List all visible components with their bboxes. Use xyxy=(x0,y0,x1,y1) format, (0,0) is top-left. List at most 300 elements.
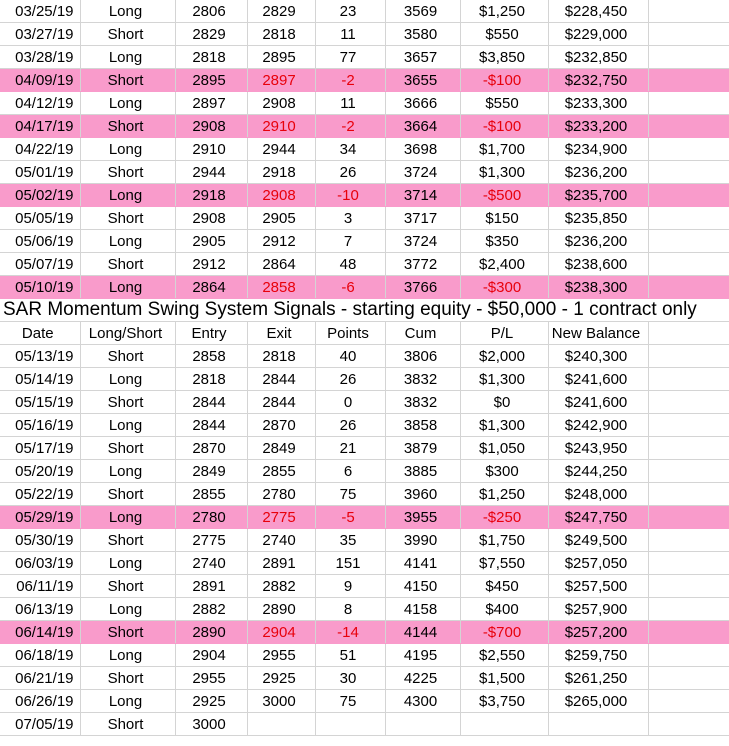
cell-cum[interactable]: 3724 xyxy=(385,230,460,253)
cell-side[interactable]: Long xyxy=(80,552,175,575)
cell-exit[interactable]: 2944 xyxy=(247,138,315,161)
cell-points[interactable]: 40 xyxy=(315,345,385,368)
header-entry[interactable]: Entry xyxy=(175,322,247,345)
cell-date[interactable]: 06/03/19 xyxy=(0,552,80,575)
cell-entry[interactable]: 2870 xyxy=(175,437,247,460)
cell-pl[interactable]: $1,300 xyxy=(460,368,548,391)
cell-date[interactable]: 05/22/19 xyxy=(0,483,80,506)
cell-cum[interactable]: 3655 xyxy=(385,69,460,92)
cell-pl[interactable]: $3,750 xyxy=(460,690,548,713)
cell-date[interactable]: 05/10/19 xyxy=(0,276,80,299)
cell-side[interactable]: Long xyxy=(80,690,175,713)
cell-exit[interactable]: 2955 xyxy=(247,644,315,667)
cell-pl[interactable]: $1,750 xyxy=(460,529,548,552)
cell-date[interactable]: 06/18/19 xyxy=(0,644,80,667)
cell-exit[interactable]: 2740 xyxy=(247,529,315,552)
header-cum[interactable]: Cum xyxy=(385,322,460,345)
cell-date[interactable]: 05/07/19 xyxy=(0,253,80,276)
cell-cum[interactable]: 3666 xyxy=(385,92,460,115)
table-row xyxy=(0,575,729,598)
cell-balance[interactable]: $236,200 xyxy=(548,230,648,253)
cell-cum[interactable]: 3717 xyxy=(385,207,460,230)
cell-balance[interactable]: $236,200 xyxy=(548,161,648,184)
empty-cell[interactable] xyxy=(648,575,729,598)
cell-date[interactable]: 04/22/19 xyxy=(0,138,80,161)
cell-entry[interactable]: 2855 xyxy=(175,483,247,506)
empty-cell[interactable] xyxy=(648,115,729,138)
empty-cell[interactable] xyxy=(648,552,729,575)
cell-entry[interactable]: 2849 xyxy=(175,460,247,483)
cell-exit[interactable]: 2910 xyxy=(247,115,315,138)
empty-cell[interactable] xyxy=(648,322,729,345)
cell-exit[interactable]: 2908 xyxy=(247,184,315,207)
cell-date[interactable]: 05/29/19 xyxy=(0,506,80,529)
cell-pl[interactable]: $3,850 xyxy=(460,46,548,69)
cell-cum[interactable]: 3832 xyxy=(385,391,460,414)
cell-side[interactable]: Short xyxy=(80,23,175,46)
table-row xyxy=(0,414,729,437)
cell-cum[interactable]: 4225 xyxy=(385,667,460,690)
cell-balance[interactable]: $265,000 xyxy=(548,690,648,713)
cell-date[interactable]: 05/16/19 xyxy=(0,414,80,437)
cell-points[interactable]: 11 xyxy=(315,23,385,46)
cell-date[interactable]: 03/27/19 xyxy=(0,23,80,46)
cell-exit[interactable]: 2925 xyxy=(247,667,315,690)
empty-cell[interactable] xyxy=(648,437,729,460)
table-row xyxy=(0,460,729,483)
cell-side[interactable]: Long xyxy=(80,368,175,391)
cell-pl[interactable]: $7,550 xyxy=(460,552,548,575)
cell-entry[interactable]: 2891 xyxy=(175,575,247,598)
cell-entry[interactable]: 2897 xyxy=(175,92,247,115)
table-row xyxy=(0,23,729,46)
empty-cell[interactable] xyxy=(648,0,729,23)
cell-points[interactable]: 8 xyxy=(315,598,385,621)
cell-cum[interactable]: 3806 xyxy=(385,345,460,368)
header-side[interactable]: Long/Short xyxy=(80,322,175,345)
cell-entry[interactable]: 2910 xyxy=(175,138,247,161)
table-row xyxy=(0,92,729,115)
cell-date[interactable]: 03/25/19 xyxy=(0,0,80,23)
cell-side[interactable]: Short xyxy=(80,207,175,230)
cell-date[interactable]: 04/09/19 xyxy=(0,69,80,92)
cell-cum[interactable]: 3580 xyxy=(385,23,460,46)
cell-balance[interactable]: $259,750 xyxy=(548,644,648,667)
cell-pl[interactable]: -$700 xyxy=(460,621,548,644)
cell-entry[interactable]: 2944 xyxy=(175,161,247,184)
cell-balance[interactable]: $229,000 xyxy=(548,23,648,46)
cell-entry[interactable]: 2905 xyxy=(175,230,247,253)
cell-entry[interactable]: 2912 xyxy=(175,253,247,276)
cell-entry[interactable]: 2904 xyxy=(175,644,247,667)
cell-pl[interactable]: $400 xyxy=(460,598,548,621)
cell-date[interactable]: 05/06/19 xyxy=(0,230,80,253)
cell-cum[interactable]: 3885 xyxy=(385,460,460,483)
cell-cum[interactable]: 3858 xyxy=(385,414,460,437)
cell-points[interactable]: 6 xyxy=(315,460,385,483)
table-row xyxy=(0,368,729,391)
cell-date[interactable]: 06/21/19 xyxy=(0,667,80,690)
empty-cell[interactable] xyxy=(648,713,729,736)
cell-balance[interactable]: $232,750 xyxy=(548,69,648,92)
cell-balance[interactable]: $244,250 xyxy=(548,460,648,483)
cell-exit[interactable]: 2908 xyxy=(247,92,315,115)
cell-pl[interactable]: $0 xyxy=(460,391,548,414)
cell-exit[interactable]: 2849 xyxy=(247,437,315,460)
cell-entry[interactable]: 2908 xyxy=(175,207,247,230)
cell-balance[interactable]: $241,600 xyxy=(548,368,648,391)
cell-exit[interactable]: 2882 xyxy=(247,575,315,598)
cell-date[interactable]: 05/30/19 xyxy=(0,529,80,552)
cell-balance[interactable]: $257,900 xyxy=(548,598,648,621)
cell-balance[interactable]: $238,600 xyxy=(548,253,648,276)
cell-entry[interactable]: 2864 xyxy=(175,276,247,299)
cell-exit[interactable]: 2780 xyxy=(247,483,315,506)
cell-exit[interactable]: 2912 xyxy=(247,230,315,253)
cell-pl[interactable] xyxy=(460,713,548,736)
empty-cell[interactable] xyxy=(648,138,729,161)
cell-pl[interactable]: $350 xyxy=(460,230,548,253)
cell-date[interactable]: 07/05/19 xyxy=(0,713,80,736)
cell-side[interactable]: Long xyxy=(80,0,175,23)
cell-side[interactable]: Short xyxy=(80,667,175,690)
cell-points[interactable]: 21 xyxy=(315,437,385,460)
empty-cell[interactable] xyxy=(648,414,729,437)
cell-points[interactable]: 26 xyxy=(315,414,385,437)
cell-points[interactable]: 77 xyxy=(315,46,385,69)
cell-pl[interactable]: $1,300 xyxy=(460,414,548,437)
cell-entry[interactable]: 2818 xyxy=(175,46,247,69)
cell-side[interactable]: Long xyxy=(80,46,175,69)
cell-entry[interactable]: 3000 xyxy=(175,713,247,736)
cell-side[interactable]: Short xyxy=(80,69,175,92)
cell-side[interactable]: Long xyxy=(80,414,175,437)
cell-balance[interactable]: $232,850 xyxy=(548,46,648,69)
cell-entry[interactable]: 2844 xyxy=(175,391,247,414)
cell-side[interactable]: Short xyxy=(80,345,175,368)
cell-points[interactable]: 11 xyxy=(315,92,385,115)
cell-points[interactable]: -6 xyxy=(315,276,385,299)
cell-points[interactable]: -10 xyxy=(315,184,385,207)
empty-cell[interactable] xyxy=(648,23,729,46)
cell-entry[interactable]: 2775 xyxy=(175,529,247,552)
empty-cell[interactable] xyxy=(648,529,729,552)
cell-exit[interactable]: 2891 xyxy=(247,552,315,575)
table-row xyxy=(0,115,729,138)
cell-entry[interactable]: 2890 xyxy=(175,621,247,644)
cell-date[interactable]: 05/15/19 xyxy=(0,391,80,414)
cell-pl[interactable]: $2,400 xyxy=(460,253,548,276)
cell-balance[interactable]: $257,200 xyxy=(548,621,648,644)
cell-exit[interactable]: 2818 xyxy=(247,23,315,46)
header-balance[interactable]: New Balance xyxy=(548,322,648,345)
cell-cum[interactable]: 3766 xyxy=(385,276,460,299)
cell-date[interactable]: 05/13/19 xyxy=(0,345,80,368)
cell-side[interactable]: Long xyxy=(80,138,175,161)
empty-cell[interactable] xyxy=(648,46,729,69)
cell-balance[interactable] xyxy=(548,713,648,736)
cell-points[interactable]: 151 xyxy=(315,552,385,575)
cell-points[interactable]: 34 xyxy=(315,138,385,161)
cell-pl[interactable]: $2,550 xyxy=(460,644,548,667)
cell-balance[interactable]: $238,300 xyxy=(548,276,648,299)
table-row xyxy=(0,207,729,230)
cell-side[interactable]: Long xyxy=(80,460,175,483)
cell-entry[interactable]: 2829 xyxy=(175,23,247,46)
cell-cum[interactable]: 4141 xyxy=(385,552,460,575)
cell-points[interactable] xyxy=(315,713,385,736)
cell-exit[interactable]: 2864 xyxy=(247,253,315,276)
cell-balance[interactable]: $235,700 xyxy=(548,184,648,207)
cell-pl[interactable]: -$300 xyxy=(460,276,548,299)
empty-cell[interactable] xyxy=(648,598,729,621)
cell-points[interactable]: 35 xyxy=(315,529,385,552)
cell-points[interactable]: 48 xyxy=(315,253,385,276)
cell-entry[interactable]: 2844 xyxy=(175,414,247,437)
cell-entry[interactable]: 2955 xyxy=(175,667,247,690)
cell-pl[interactable]: $300 xyxy=(460,460,548,483)
cell-date[interactable]: 03/28/19 xyxy=(0,46,80,69)
cell-date[interactable]: 06/14/19 xyxy=(0,621,80,644)
table-row xyxy=(0,253,729,276)
cell-balance[interactable]: $247,750 xyxy=(548,506,648,529)
cell-cum[interactable]: 3832 xyxy=(385,368,460,391)
cell-entry[interactable]: 2895 xyxy=(175,69,247,92)
cell-balance[interactable]: $261,250 xyxy=(548,667,648,690)
cell-points[interactable]: 9 xyxy=(315,575,385,598)
cell-pl[interactable]: $1,300 xyxy=(460,161,548,184)
cell-points[interactable]: -14 xyxy=(315,621,385,644)
cell-date[interactable]: 05/17/19 xyxy=(0,437,80,460)
table-row xyxy=(0,483,729,506)
section-title[interactable]: SAR Momentum Swing System Signals - starting equity - $50,000 - 1 contract only xyxy=(0,299,729,322)
cell-cum[interactable]: 3955 xyxy=(385,506,460,529)
empty-cell[interactable] xyxy=(648,644,729,667)
cell-side[interactable]: Short xyxy=(80,575,175,598)
cell-date[interactable]: 04/17/19 xyxy=(0,115,80,138)
cell-balance[interactable]: $233,300 xyxy=(548,92,648,115)
empty-cell[interactable] xyxy=(648,207,729,230)
cell-exit[interactable]: 2905 xyxy=(247,207,315,230)
cell-date[interactable]: 05/01/19 xyxy=(0,161,80,184)
cell-pl[interactable]: $1,050 xyxy=(460,437,548,460)
cell-cum[interactable]: 4195 xyxy=(385,644,460,667)
cell-entry[interactable]: 2908 xyxy=(175,115,247,138)
cell-balance[interactable]: $249,500 xyxy=(548,529,648,552)
empty-cell[interactable] xyxy=(648,92,729,115)
cell-pl[interactable]: $550 xyxy=(460,23,548,46)
cell-date[interactable]: 06/13/19 xyxy=(0,598,80,621)
cell-balance[interactable]: $234,900 xyxy=(548,138,648,161)
trades-before-body xyxy=(0,0,729,299)
cell-side[interactable]: Long xyxy=(80,184,175,207)
cell-side[interactable]: Short xyxy=(80,529,175,552)
table-row xyxy=(0,437,729,460)
cell-balance[interactable]: $243,950 xyxy=(548,437,648,460)
cell-cum[interactable]: 3990 xyxy=(385,529,460,552)
cell-pl[interactable]: $450 xyxy=(460,575,548,598)
empty-cell[interactable] xyxy=(648,230,729,253)
cell-balance[interactable]: $257,050 xyxy=(548,552,648,575)
cell-entry[interactable]: 2882 xyxy=(175,598,247,621)
cell-cum[interactable]: 3657 xyxy=(385,46,460,69)
empty-cell[interactable] xyxy=(648,161,729,184)
cell-balance[interactable]: $257,500 xyxy=(548,575,648,598)
cell-entry[interactable]: 2858 xyxy=(175,345,247,368)
cell-side[interactable]: Short xyxy=(80,391,175,414)
cell-side[interactable]: Short xyxy=(80,437,175,460)
cell-exit[interactable]: 2844 xyxy=(247,368,315,391)
cell-exit[interactable]: 2895 xyxy=(247,46,315,69)
cell-side[interactable]: Long xyxy=(80,230,175,253)
cell-exit[interactable]: 2818 xyxy=(247,345,315,368)
empty-cell[interactable] xyxy=(648,621,729,644)
cell-side[interactable]: Short xyxy=(80,483,175,506)
cell-points[interactable]: 75 xyxy=(315,483,385,506)
cell-side[interactable]: Short xyxy=(80,713,175,736)
cell-entry[interactable]: 2925 xyxy=(175,690,247,713)
cell-entry[interactable]: 2818 xyxy=(175,368,247,391)
cell-date[interactable]: 06/26/19 xyxy=(0,690,80,713)
header-exit[interactable]: Exit xyxy=(247,322,315,345)
empty-cell[interactable] xyxy=(648,184,729,207)
cell-date[interactable]: 05/05/19 xyxy=(0,207,80,230)
table-row xyxy=(0,184,729,207)
cell-points[interactable]: 51 xyxy=(315,644,385,667)
cell-cum[interactable]: 3664 xyxy=(385,115,460,138)
cell-pl[interactable]: $1,250 xyxy=(460,483,548,506)
empty-cell[interactable] xyxy=(648,276,729,299)
empty-cell[interactable] xyxy=(648,345,729,368)
header-pl[interactable]: P/L xyxy=(460,322,548,345)
cell-cum[interactable]: 4300 xyxy=(385,690,460,713)
cell-balance[interactable]: $228,450 xyxy=(548,0,648,23)
empty-cell[interactable] xyxy=(648,483,729,506)
cell-cum[interactable]: 3960 xyxy=(385,483,460,506)
empty-cell[interactable] xyxy=(648,69,729,92)
table-row xyxy=(0,552,729,575)
cell-cum[interactable]: 4158 xyxy=(385,598,460,621)
cell-side[interactable]: Short xyxy=(80,621,175,644)
cell-pl[interactable]: -$500 xyxy=(460,184,548,207)
header-points[interactable]: Points xyxy=(315,322,385,345)
cell-pl[interactable]: $550 xyxy=(460,92,548,115)
table-row xyxy=(0,506,729,529)
cell-cum[interactable]: 4144 xyxy=(385,621,460,644)
cell-exit[interactable] xyxy=(247,713,315,736)
cell-date[interactable]: 05/14/19 xyxy=(0,368,80,391)
cell-points[interactable]: 0 xyxy=(315,391,385,414)
cell-pl[interactable]: -$250 xyxy=(460,506,548,529)
cell-points[interactable]: 7 xyxy=(315,230,385,253)
cell-exit[interactable]: 3000 xyxy=(247,690,315,713)
cell-cum[interactable]: 3724 xyxy=(385,161,460,184)
cell-pl[interactable]: $1,500 xyxy=(460,667,548,690)
cell-balance[interactable]: $248,000 xyxy=(548,483,648,506)
cell-exit[interactable]: 2870 xyxy=(247,414,315,437)
cell-balance[interactable]: $233,200 xyxy=(548,115,648,138)
trades-after-body xyxy=(0,345,729,736)
cell-entry[interactable]: 2806 xyxy=(175,0,247,23)
empty-cell[interactable] xyxy=(648,667,729,690)
cell-pl[interactable]: -$100 xyxy=(460,69,548,92)
cell-balance[interactable]: $240,300 xyxy=(548,345,648,368)
cell-entry[interactable]: 2780 xyxy=(175,506,247,529)
cell-cum[interactable]: 4150 xyxy=(385,575,460,598)
cell-side[interactable]: Long xyxy=(80,506,175,529)
cell-exit[interactable]: 2918 xyxy=(247,161,315,184)
cell-entry[interactable]: 2740 xyxy=(175,552,247,575)
cell-cum[interactable]: 3698 xyxy=(385,138,460,161)
cell-exit[interactable]: 2829 xyxy=(247,0,315,23)
table-row xyxy=(0,621,729,644)
empty-cell[interactable] xyxy=(648,460,729,483)
cell-points[interactable]: 30 xyxy=(315,667,385,690)
cell-cum[interactable]: 3879 xyxy=(385,437,460,460)
cell-cum[interactable]: 3714 xyxy=(385,184,460,207)
cell-side[interactable]: Long xyxy=(80,598,175,621)
cell-points[interactable]: 26 xyxy=(315,368,385,391)
cell-pl[interactable]: $1,700 xyxy=(460,138,548,161)
cell-side[interactable]: Short xyxy=(80,115,175,138)
cell-date[interactable]: 05/02/19 xyxy=(0,184,80,207)
cell-exit[interactable]: 2904 xyxy=(247,621,315,644)
cell-date[interactable]: 05/20/19 xyxy=(0,460,80,483)
empty-cell[interactable] xyxy=(648,391,729,414)
cell-exit[interactable]: 2855 xyxy=(247,460,315,483)
cell-points[interactable]: 3 xyxy=(315,207,385,230)
empty-cell[interactable] xyxy=(648,368,729,391)
cell-exit[interactable]: 2897 xyxy=(247,69,315,92)
table-row xyxy=(0,667,729,690)
cell-cum[interactable]: 3772 xyxy=(385,253,460,276)
table-row xyxy=(0,138,729,161)
cell-exit[interactable]: 2890 xyxy=(247,598,315,621)
cell-points[interactable]: 26 xyxy=(315,161,385,184)
empty-cell[interactable] xyxy=(648,253,729,276)
cell-points[interactable]: 75 xyxy=(315,690,385,713)
cell-pl[interactable]: $1,250 xyxy=(460,0,548,23)
cell-points[interactable]: -2 xyxy=(315,115,385,138)
cell-pl[interactable]: -$100 xyxy=(460,115,548,138)
cell-balance[interactable]: $235,850 xyxy=(548,207,648,230)
empty-cell[interactable] xyxy=(648,506,729,529)
cell-side[interactable]: Short xyxy=(80,253,175,276)
cell-exit[interactable]: 2844 xyxy=(247,391,315,414)
column-header-row xyxy=(0,322,729,345)
empty-cell[interactable] xyxy=(648,690,729,713)
cell-date[interactable]: 04/12/19 xyxy=(0,92,80,115)
cell-cum[interactable]: 3569 xyxy=(385,0,460,23)
cell-pl[interactable]: $150 xyxy=(460,207,548,230)
cell-side[interactable]: Long xyxy=(80,276,175,299)
cell-date[interactable]: 06/11/19 xyxy=(0,575,80,598)
cell-balance[interactable]: $241,600 xyxy=(548,391,648,414)
cell-exit[interactable]: 2858 xyxy=(247,276,315,299)
cell-side[interactable]: Short xyxy=(80,161,175,184)
cell-points[interactable]: -2 xyxy=(315,69,385,92)
cell-pl[interactable]: $2,000 xyxy=(460,345,548,368)
header-date[interactable]: Date xyxy=(0,322,80,345)
cell-side[interactable]: Long xyxy=(80,644,175,667)
cell-balance[interactable]: $242,900 xyxy=(548,414,648,437)
cell-cum[interactable] xyxy=(385,713,460,736)
cell-points[interactable]: -5 xyxy=(315,506,385,529)
cell-points[interactable]: 23 xyxy=(315,0,385,23)
cell-exit[interactable]: 2775 xyxy=(247,506,315,529)
cell-side[interactable]: Long xyxy=(80,92,175,115)
cell-entry[interactable]: 2918 xyxy=(175,184,247,207)
